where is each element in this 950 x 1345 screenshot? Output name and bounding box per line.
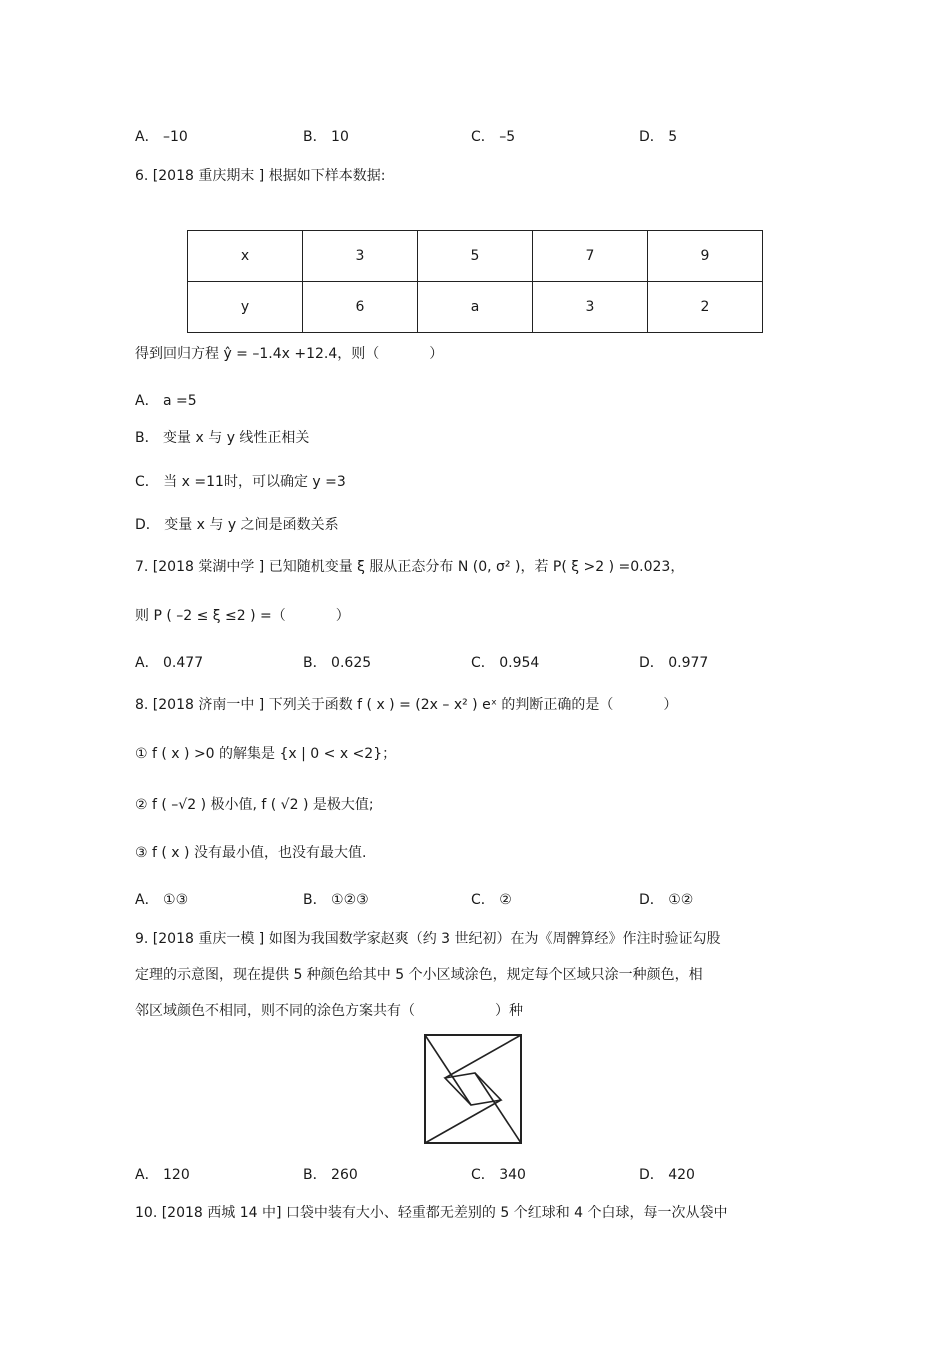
q9-option-b: B． 260 [303,1167,358,1183]
q5-option-a: A． –10 [135,129,188,145]
q9-option-d: D． 420 [639,1167,695,1183]
q9-line-2: 定理的示意图，现在提供 5 种颜色给其中 5 个小区域涂色，规定每个区域只涂一种颜色，相 [135,967,703,983]
q8-statement-3: ③ f ( x ) 没有最小值，也没有最大值. [135,845,367,861]
q6-option-d: D． 变量 x 与 y 之间是函数关系 [135,517,339,533]
q9-line-3-close: ）种 [495,1003,523,1019]
table-cell: y [188,282,303,333]
q9-option-c: C． 340 [471,1167,526,1183]
q5-option-b: B． 10 [303,129,349,145]
q8-statement-2: ② f ( –√2 ) 极小值, f ( √2 ) 是极大值; [135,797,374,813]
q7-option-b: B． 0.625 [303,655,372,671]
q6-option-a: A． a =5 [135,393,197,409]
q9-line-3 [135,1001,523,1021]
q9-line-3-text: 邻区域颜色不相同，则不同的涂色方案共有（ [135,1003,415,1019]
q7-ask [135,606,350,626]
q10-stem: 10. [2018 西城 14 中] 口袋中装有大小、轻重都无差别的 5 个红球和 4 个白球，每一次从袋中 [135,1205,728,1221]
q7-ask-text: 则 P ( –2 ≤ ξ ≤2 ) =（ [135,608,286,624]
table-cell: a [418,282,533,333]
q7-stem: 7. [2018 棠湖中学 ] 已知随机变量 ξ 服从正态分布 N (0, σ² )，若 P( ξ >2 ) =0.023， [135,559,685,575]
q7-ask-close: ） [335,608,350,624]
q8-option-d: D． ①② [639,892,694,908]
sample-data-table [187,230,763,333]
q8-option-b: B． ①②③ [303,892,369,908]
table-cell: 5 [418,231,533,282]
q6-regression-close: ） [429,346,444,362]
q7-option-a: A． 0.477 [135,655,204,671]
q6-stem: 6. [2018 重庆期末 ] 根据如下样本数据: [135,168,386,184]
q8-option-c: C． ② [471,892,512,908]
q8-stem [135,695,677,715]
table-row-x [188,231,763,282]
q7-option-c: C． 0.954 [471,655,540,671]
zhao-shuang-diagram [423,1033,523,1145]
table-cell: 3 [533,282,648,333]
q6-regression [135,344,443,364]
q8-option-a: A． ①③ [135,892,189,908]
q5-option-d: D． 5 [639,129,678,145]
q7-option-d: D． 0.977 [639,655,709,671]
q9-option-a: A． 120 [135,1167,190,1183]
table-cell: 9 [648,231,763,282]
table-cell: 6 [303,282,418,333]
q8-stem-text: 8. [2018 济南一中 ] 下列关于函数 f ( x ) = (2x – x² ) eˣ 的判断正确的是（ [135,697,614,713]
table-row-y [188,282,763,333]
q6-option-c: C． 当 x =11时，可以确定 y =3 [135,474,346,490]
table-cell: 7 [533,231,648,282]
q8-stem-close: ） [663,697,678,713]
q6-option-b: B． 变量 x 与 y 线性正相关 [135,430,310,446]
table-cell: x [188,231,303,282]
q6-regression-text: 得到回归方程 ŷ = –1.4x +12.4，则（ [135,346,380,362]
q5-option-c: C． –5 [471,129,516,145]
table-cell: 3 [303,231,418,282]
q9-line-1: 9. [2018 重庆一模 ] 如图为我国数学家赵爽（约 3 世纪初）在为《周髀算经》作注时验证勾股 [135,931,721,947]
table-cell: 2 [648,282,763,333]
q8-statement-1: ① f ( x ) >0 的解集是 {x | 0 < x <2}； [135,746,397,762]
